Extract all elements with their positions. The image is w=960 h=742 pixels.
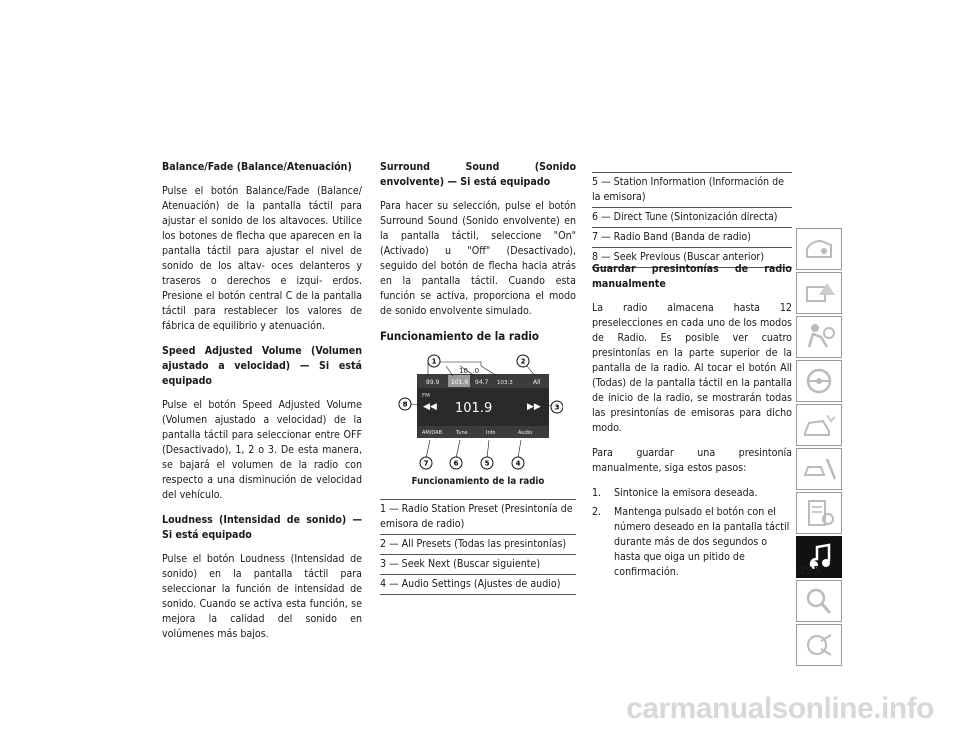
callout-2: 2 bbox=[520, 357, 526, 366]
airbag-person-icon bbox=[797, 317, 841, 357]
car-crash-icon bbox=[797, 405, 841, 445]
list-checklist-icon bbox=[797, 493, 841, 533]
preset-4[interactable]: 103.3 bbox=[497, 380, 513, 386]
heading-speed-volume: Speed Adjusted Volume (Volumen ajustado a velocidad) — Si está equipado bbox=[162, 345, 362, 387]
paragraph-balance: Pulse el botón Balance/Fade (Balance/ Atenuación) de la pantalla táctil para ajustar el sonido de los altavoces. Utilice los botones de flecha que aparecen en la pantalla táctil para ajustar el nivel de sonido de los altav- oces delanteros y traseros o derechos e izqui- erdos. Presione el botón central C de la pantalla táctil para restablecer los valores de fábrica de equilibrio y atenuación. bbox=[162, 185, 362, 332]
paragraph-steps-intro: Para guardar una presintonía manualmente, siga estos pasos: bbox=[592, 447, 792, 474]
watermark: carmanualsonline.info bbox=[626, 692, 934, 725]
preset-3[interactable]: 94.7 bbox=[475, 379, 489, 386]
preset-2[interactable]: 101.9 bbox=[451, 379, 469, 386]
callout-1: 1 bbox=[431, 357, 437, 366]
callout-5: 5 bbox=[484, 459, 490, 468]
preset-1[interactable]: 89.9 bbox=[426, 379, 440, 386]
column-right bbox=[592, 262, 792, 584]
index-icon bbox=[797, 625, 841, 665]
legend-item: 5 — Station Information (Información de la emisora) bbox=[592, 173, 792, 208]
heading-balance: Balance/Fade (Balance/Atenuación) bbox=[162, 161, 352, 173]
legend-item: 4 — Audio Settings (Ajustes de audio) bbox=[380, 578, 561, 590]
search-icon bbox=[797, 581, 841, 621]
paragraph-surround: Para hacer su selección, pulse el botón Surround Sound (Sonido envolvente) en la pantalla táctil, seleccione "On" (Activado) u "Off" (Desactivado), seguido del botón de flecha hacia atrás en la pantalla táctil. Cuando esta función se activa, proporciona el modo de sonido envolvente simulado. bbox=[380, 200, 576, 317]
chapter-tab-driving[interactable] bbox=[796, 360, 842, 402]
column-middle bbox=[380, 160, 576, 595]
legend-item: 1 — Radio Station Preset (Presintonía de emisora de radio) bbox=[380, 500, 576, 535]
chapter-tab-warning-lights[interactable] bbox=[796, 272, 842, 314]
step-item bbox=[592, 486, 792, 501]
heading-radio-operation: Funcionamiento de la radio bbox=[380, 329, 540, 343]
chapter-tab-emergency[interactable] bbox=[796, 404, 842, 446]
warning-lights-icon bbox=[797, 273, 841, 313]
chapter-tab-search[interactable] bbox=[796, 580, 842, 622]
chapter-tab-specifications[interactable] bbox=[796, 492, 842, 534]
chapter-tab-index[interactable] bbox=[796, 624, 842, 666]
step-text: Mantenga pulsado el botón con el número deseado en la pantalla táctil durante más de dos segundos o hasta que oiga un pitido de confirmación. bbox=[614, 506, 790, 578]
audio-button[interactable]: Audio bbox=[518, 430, 533, 436]
legend-list-1 bbox=[380, 499, 576, 595]
step-number: 2. bbox=[592, 506, 602, 518]
heading-surround: Surround Sound (Sonido envolvente) — Si está equipado bbox=[380, 161, 576, 188]
page-number: 295 bbox=[798, 564, 821, 577]
car-dashboard-icon bbox=[797, 229, 841, 269]
column-left bbox=[162, 160, 362, 652]
legend-item: 8 — Seek Previous (Buscar anterior) bbox=[592, 251, 765, 263]
seek-previous-button[interactable]: ◀◀ bbox=[423, 402, 437, 412]
step-item bbox=[592, 505, 792, 580]
heading-loudness: Loudness (Intensidad de sonido) — Si está equipado bbox=[162, 514, 362, 541]
top-frequency: 10. .0 bbox=[459, 367, 480, 375]
step-text: Sintonice la emisora deseada. bbox=[614, 487, 758, 499]
callout-4: 4 bbox=[515, 459, 521, 468]
chapter-tab-servicing[interactable] bbox=[796, 448, 842, 490]
band-button[interactable]: AM/DAB bbox=[422, 430, 443, 436]
chapter-tab-dashboard[interactable] bbox=[796, 228, 842, 270]
paragraph-speed-volume: Pulse el botón Speed Adjusted Volume (Volumen ajustado a velocidad) de la pantalla táctil para seleccionar entre OFF (Desactivado), 1, 2 o 3. De esta manera, se bajará el volumen de la radio con respecto a una disminución de velocidad del vehículo. bbox=[162, 399, 362, 501]
info-button[interactable]: Info bbox=[486, 430, 496, 436]
paragraph-loudness: Pulse el botón Loudness (Intensidad de sonido) en la pantalla táctil para seleccionar la función de intensidad de sonido. Cuando se activa esta función, se mejora la calidad del sonido en volúmenes más bajos. bbox=[162, 553, 362, 640]
heading-save-presets: Guardar presintonías de radio manualmente bbox=[592, 263, 792, 290]
legend-item: 3 — Seek Next (Buscar siguiente) bbox=[380, 555, 576, 575]
callout-7: 7 bbox=[423, 459, 429, 468]
figure-caption: Funcionamiento de la radio bbox=[411, 476, 545, 487]
legend-list-2 bbox=[592, 172, 792, 268]
callout-8: 8 bbox=[402, 400, 408, 409]
steps-list bbox=[592, 486, 792, 580]
paragraph-save-presets: La radio almacena hasta 12 preselecciones en cada uno de los modos de Radio. Es posible ver cuatro presintonías en la parte superior de la pantalla de la radio. Al tocar el botón All (Todas) de la pantalla táctil en la pantalla de inicio de la radio, se mostrarán todas las presintonías de emisoras para dicho modo. bbox=[592, 302, 792, 434]
all-presets-button[interactable]: All bbox=[533, 379, 541, 386]
tune-button[interactable]: Tune bbox=[456, 430, 468, 436]
steering-wheel-icon bbox=[797, 361, 841, 401]
current-frequency: 101.9 bbox=[455, 401, 493, 416]
callout-6: 6 bbox=[453, 459, 459, 468]
legend-item: 6 — Direct Tune (Sintonización directa) bbox=[592, 208, 792, 228]
step-number: 1. bbox=[592, 487, 602, 499]
chapter-tab-safety[interactable] bbox=[796, 316, 842, 358]
callout-3: 3 bbox=[554, 403, 560, 412]
band-label: FM bbox=[422, 393, 430, 399]
seek-next-button[interactable]: ▶▶ bbox=[527, 402, 541, 412]
legend-item: 2 — All Presets (Todas las presintonías) bbox=[380, 535, 576, 555]
car-tools-icon bbox=[797, 449, 841, 489]
radio-diagram bbox=[393, 352, 563, 470]
legend-item: 7 — Radio Band (Banda de radio) bbox=[592, 228, 792, 248]
